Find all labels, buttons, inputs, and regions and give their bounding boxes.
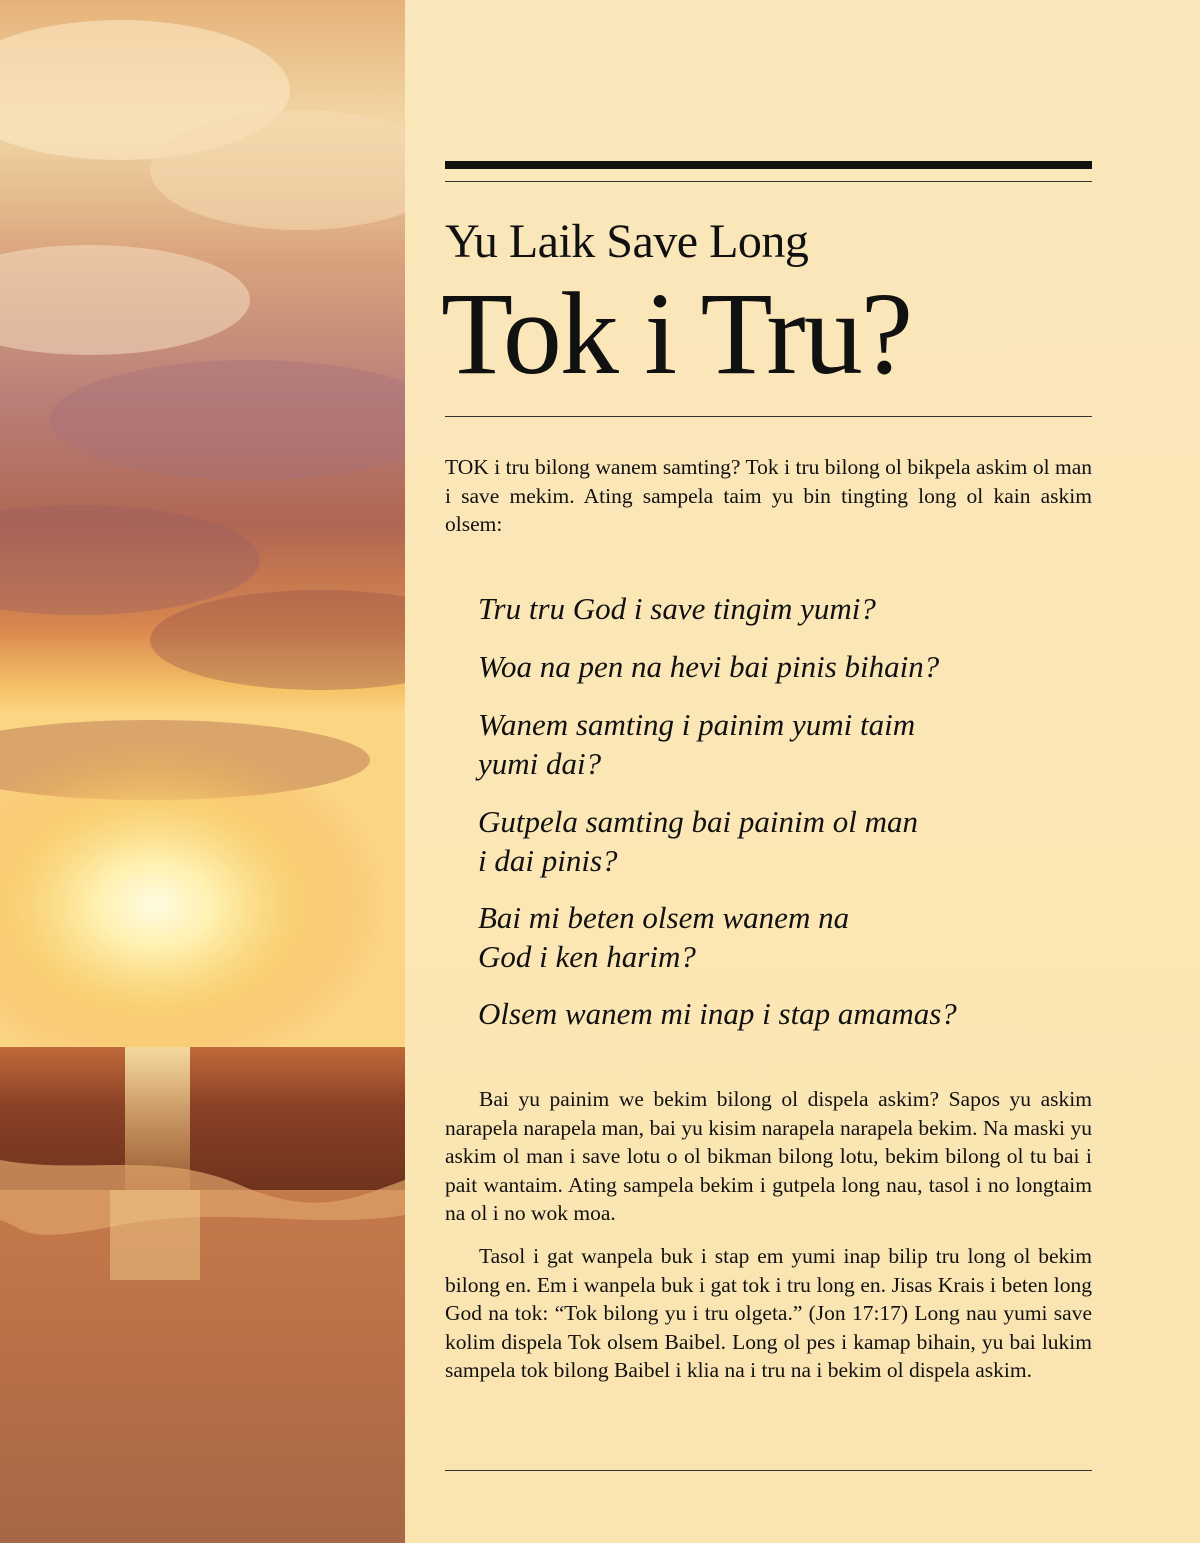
top-thin-rule: [445, 181, 1092, 182]
question-item: [478, 705, 1078, 783]
body-paragraph-1: Bai yu painim we bekim bilong ol dispela askim? Sapos yu askim narapela narapela man, bai yu kisim narapela narapela bekim. Na maski yu askim ol man i save lotu o ol bikman bilong lotu, bekim bilong ol tu bai i pait wantaim. Ating sampela bekim i gutpela long nau, tasol i no longtaim na ol i no wok moa.: [445, 1087, 1092, 1225]
bottom-rule: [445, 1470, 1092, 1471]
headline-rule: [445, 416, 1092, 417]
question-line: Bai mi beten olsem wanem na: [478, 900, 850, 935]
sunset-beach-photo: [0, 0, 405, 1543]
question-line: Olsem wanem mi inap i stap amamas?: [478, 996, 957, 1031]
question-item: [478, 589, 1078, 628]
question-line: yumi dai?: [478, 746, 602, 781]
intro-paragraph: TOK i tru bilong wanem samting? Tok i tru bilong ol bikpela askim ol man i save mekim. Ating sampela taim yu bin tingting long ol kain askim olsem:: [445, 455, 1092, 536]
question-line: Wanem samting i painim yumi taim: [478, 707, 916, 742]
top-thick-rule: [445, 161, 1092, 169]
question-item: [478, 647, 1078, 686]
question-line: Gutpela samting bai painim ol man: [478, 804, 919, 839]
question-line: Tru tru God i save tingim yumi?: [478, 591, 876, 626]
question-item: [478, 994, 1078, 1033]
headline: Tok i Tru?: [441, 268, 912, 399]
question-item: [478, 802, 1078, 880]
article-page: [405, 0, 1200, 1543]
question-line: Woa na pen na hevi bai pinis bihain?: [478, 649, 940, 684]
body-paragraph-2: Tasol i gat wanpela buk i stap em yumi inap bilip tru long ol bekim bilong en. Em i wanpela buk i gat tok i tru long en. Jisas Krais i beten long God na tok: “Tok bilong yu i tru olgeta.” (Jon 17:17) Long nau yumi save kolim dispela Tok olsem Baibel. Long ol pes i kamap bihain, yu bai lukim sampela tok bilong Baibel i klia na i tru na i bekim ol dispela askim.: [445, 1244, 1092, 1382]
question-line: God i ken harim?: [478, 939, 696, 974]
kicker-title: Yu Laik Save Long: [445, 215, 809, 268]
question-item: [478, 898, 1078, 976]
question-line: i dai pinis?: [478, 843, 618, 878]
